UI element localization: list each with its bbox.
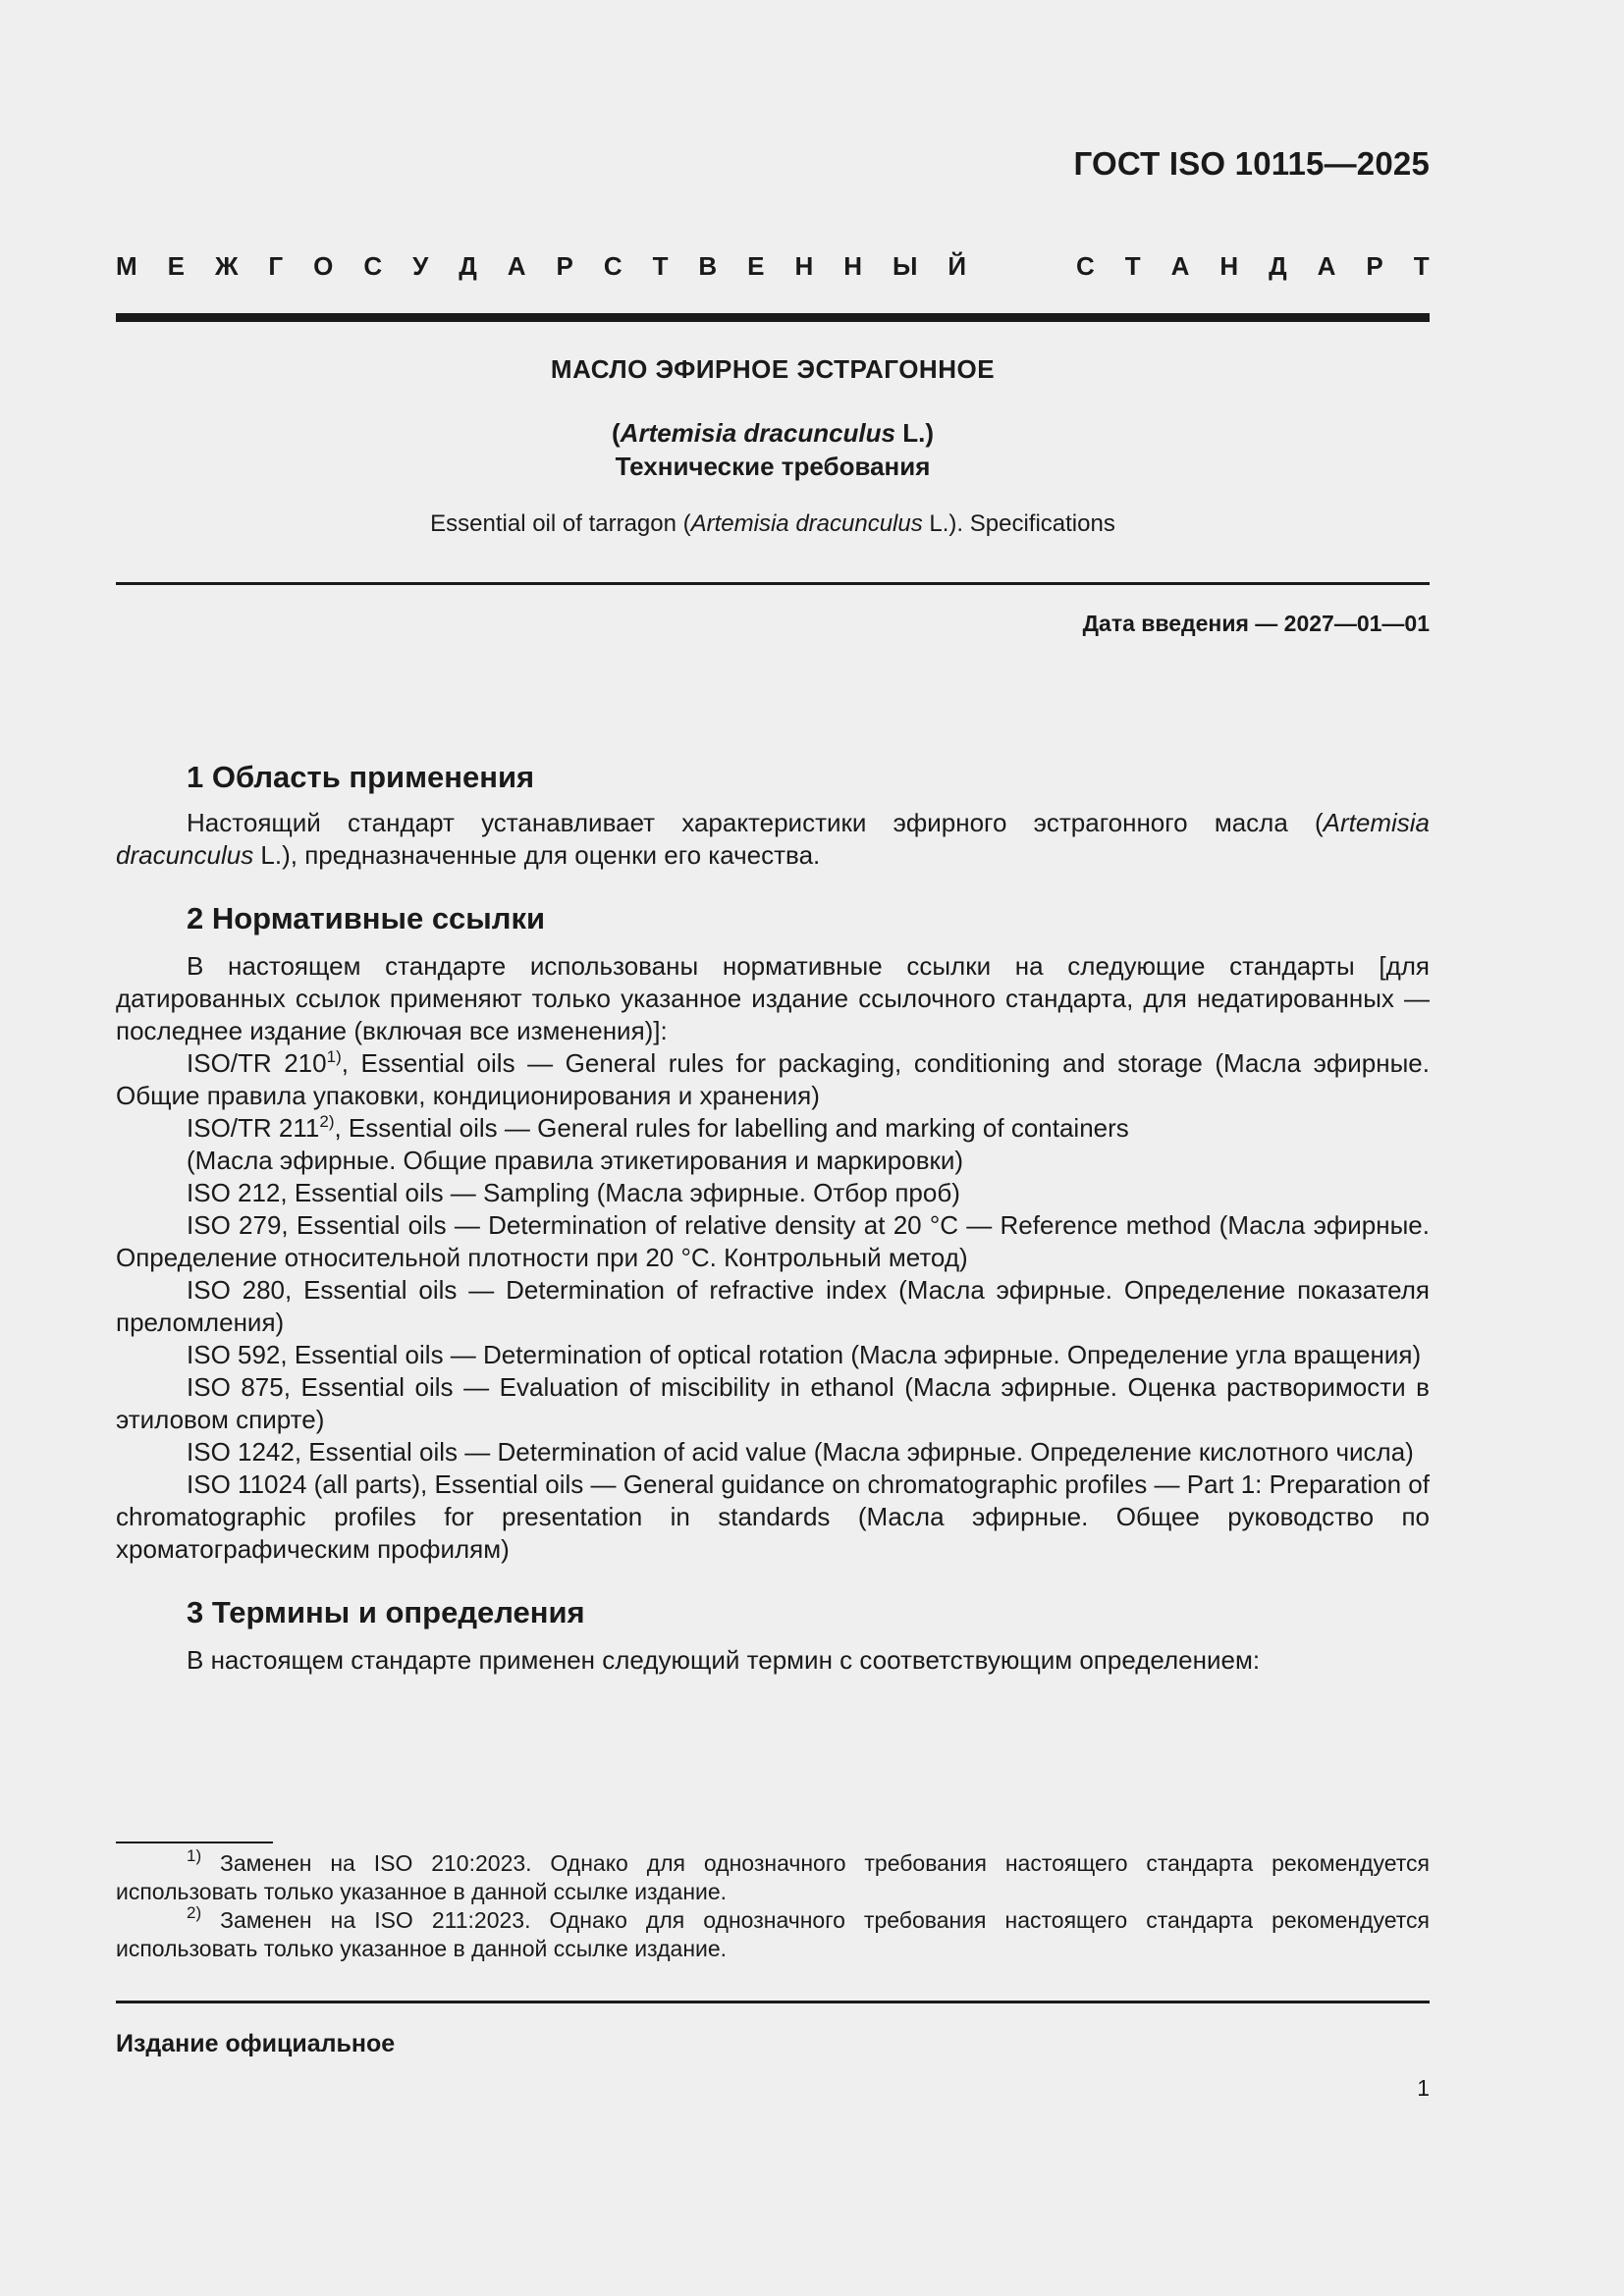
banner-letter: Т	[652, 251, 669, 281]
footer-rule	[116, 2001, 1430, 2003]
reference-item: ISO/TR 211$^{2)}$, Essential oils — General rules for labelling and marking of containers	[187, 1112, 1129, 1143]
banner-letter: Ы	[892, 251, 918, 281]
banner-letter: Т	[1124, 251, 1141, 281]
reference-item: ISO 212, Essential oils — Sampling (Масла эфирные. Отбор проб)	[187, 1178, 960, 1207]
banner-letter: Е	[747, 251, 765, 281]
document-title: МАСЛО ЭФИРНОЕ ЭСТРАГОННОЕ	[550, 354, 996, 384]
footnotes	[116, 1846, 1430, 1963]
reference-item: ISO 1242, Essential oils — Determination of acid value (Масла эфирные. Определение кислотного числа)	[187, 1437, 1414, 1467]
title-rule	[116, 582, 1430, 585]
reference-item: ISO 280, Essential oils — Determination of refractive index (Масла эфирные. Определение показателя преломления)	[116, 1275, 1430, 1337]
reference-item: ISO/TR 210$^{1)}$, Essential oils — General rules for packaging, conditioning and storage (Масла эфирные. Общие правила упаковки, кондиционирования и хранения)	[116, 1047, 1430, 1110]
banner-letter: Ж	[214, 251, 239, 281]
section-1-text: Настоящий стандарт устанавливает характеристики эфирного эстрагонного масла (Artemisia dracunculus L.), предназначенные для оценки его качества.	[116, 808, 1430, 870]
banner-letter: А	[507, 251, 526, 281]
reference-item: ISO 592, Essential oils — Determination of optical rotation (Масла эфирные. Определение угла вращения)	[187, 1340, 1422, 1369]
banner-letter: Е	[167, 251, 185, 281]
footnote-mark: 2)	[187, 1903, 202, 1922]
banner-letter: А	[1170, 251, 1190, 281]
banner-letter: Г	[268, 251, 284, 281]
footnote: $^{2)}$ Заменен на ISO 211:2023. Однако для однозначного требования настоящего стандарта рекомендуется использовать только указанное в данной ссылке издание.	[116, 1903, 1430, 1961]
footnote-separator	[116, 1842, 273, 1843]
section-3-intro: В настоящем стандарте применен следующий термин с соответствующим определением:	[187, 1645, 1261, 1675]
title-block	[116, 351, 1430, 540]
banner-letter: Р	[556, 251, 573, 281]
document-code: ГОСТ ISO 10115—2025	[1073, 145, 1430, 182]
banner-letter: С	[363, 251, 383, 281]
banner-letter: Н	[843, 251, 863, 281]
document-body	[116, 756, 1430, 1677]
section-3-heading: 3 Термины и определения	[187, 1595, 585, 1629]
latin-name-line: (Artemisia dracunculus L.)	[612, 418, 934, 448]
banner-word-gap	[997, 251, 1046, 282]
banner-letter: О	[313, 251, 334, 281]
banner-letter: Р	[1366, 251, 1383, 281]
banner-letter: Н	[1219, 251, 1239, 281]
banner-letter: С	[603, 251, 623, 281]
banner-letter: Д	[1269, 251, 1287, 281]
page-number: 1	[1417, 2075, 1430, 2101]
footnote: $^{1)}$ Заменен на ISO 210:2023. Однако для однозначного требования настоящего стандарта рекомендуется использовать только указанное в данной ссылке издание.	[116, 1846, 1430, 1904]
section-2-intro: В настоящем стандарте использованы нормативные ссылки на следующие стандарты [для датированных ссылок применяют только указанное издание ссылочного стандарта, для недатированных — последнее издание (включая все изменения)]:	[116, 951, 1430, 1045]
footnote-mark: 1)	[187, 1846, 202, 1865]
reference-item: ISO 875, Essential oils — Evaluation of miscibility in ethanol (Масла эфирные. Оценка растворимости в этиловом спирте)	[116, 1372, 1430, 1434]
banner-letter: У	[412, 251, 429, 281]
banner-letter: Н	[794, 251, 814, 281]
footnote-marker: 2)	[319, 1112, 335, 1131]
english-title: Essential oil of tarragon (Artemisia dracunculus L.). Specifications	[430, 510, 1115, 537]
reference-item: ISO 279, Essential oils — Determination of relative density at 20 °C — Reference method (Масла эфирные. Определение относительной плотности при 20 °C. Контрольный метод)	[116, 1210, 1430, 1272]
reference-item-continuation: (Масла эфирные. Общие правила этикетирования и маркировки)	[187, 1146, 964, 1175]
banner-letter: Т	[1413, 251, 1430, 281]
banner-letter: Д	[459, 251, 477, 281]
interstate-standard-banner	[116, 251, 1430, 282]
header-thick-rule	[116, 313, 1430, 322]
introduction-date: Дата введения — 2027—01—01	[1082, 611, 1430, 636]
section-2-heading: 2 Нормативные ссылки	[187, 901, 546, 935]
document-subtitle: Технические требования	[615, 452, 931, 481]
official-edition-label: Издание официальное	[116, 2030, 396, 2057]
section-1-heading: 1 Область применения	[187, 760, 535, 794]
banner-letter: А	[1317, 251, 1336, 281]
banner-letter: С	[1076, 251, 1095, 281]
banner-letter: Й	[947, 251, 967, 281]
banner-letter: М	[116, 251, 137, 281]
banner-letter: В	[698, 251, 718, 281]
reference-item: ISO 11024 (all parts), Essential oils — General guidance on chromatographic profiles — Part 1: Preparation of chromatographic profiles for presentation in standards (Масла эфирные. Общее руководство по хроматографическим профилям)	[116, 1469, 1430, 1564]
footnote-marker: 1)	[326, 1047, 342, 1066]
